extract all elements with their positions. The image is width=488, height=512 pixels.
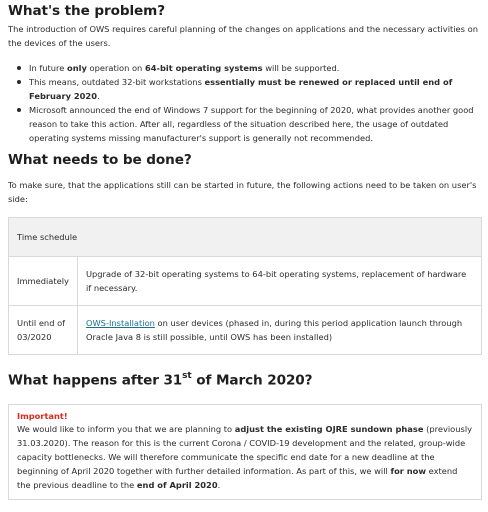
- schedule-when-cell: Until end of 03/2020: [9, 306, 78, 355]
- table-row: [9, 306, 482, 355]
- problem-bullet-list: [8, 61, 480, 149]
- schedule-what-cell: OWS-Installation on user devices (phased in, during this period application launch through Oracle Java 8 is still possible, until OWS has been installed): [77, 306, 481, 355]
- ows-installation-link[interactable]: OWS-Installation: [85, 318, 155, 328]
- table-header-row: [9, 218, 482, 257]
- important-notice-box: [8, 404, 482, 500]
- schedule-what-cell: Upgrade of 32-bit operating systems to 64-bit operating systems, replacement of hardware if necessary.: [77, 257, 481, 306]
- intro-paragraph: The introduction of OWS requires careful planning of the changes on applications and the necessary activities on the devices of the users.: [8, 24, 478, 48]
- list-item: This means, outdated 32-bit workstations essentially must be renewed or replaced until end of February 2020.: [21, 75, 480, 103]
- time-schedule-table: [8, 217, 482, 355]
- list-item: In future only operation on 64-bit operating systems will be supported.: [21, 61, 480, 75]
- list-item: Microsoft announced the end of Windows 7 support for the beginning of 2020, what provides another good reason to take this action. After all, regardless of the situation described here, the usage of outdated operating systems missing manufacturer's support is generally not recommended.: [21, 103, 480, 145]
- schedule-when-cell: Immediately: [9, 257, 78, 306]
- notice-title: Important!: [17, 411, 68, 421]
- notice-text: We would like to inform you that we are planning to adjust the existing OJRE sundown phase (previously 31.03.2020). The reason for this is the current Corona / COVID-19 development and the related, group-wide capacity bottlenecks. We will therefore communicate the specific end date for a new deadline at the beginning of April 2020 together with further detailed information. As part of this, we will for now extend the previous deadline to the end of April 2020.: [17, 424, 473, 490]
- table-row: [9, 257, 482, 306]
- todo-paragraph: To make sure, that the applications still can be started in future, the following actions need to be taken on user's side:: [8, 180, 477, 204]
- section-heading-after: What happens after 31st of March 2020?: [8, 371, 313, 389]
- section-heading-problem: What's the problem?: [8, 3, 165, 19]
- section-heading-todo: What needs to be done?: [8, 152, 192, 168]
- table-header-cell: Time schedule: [9, 218, 482, 257]
